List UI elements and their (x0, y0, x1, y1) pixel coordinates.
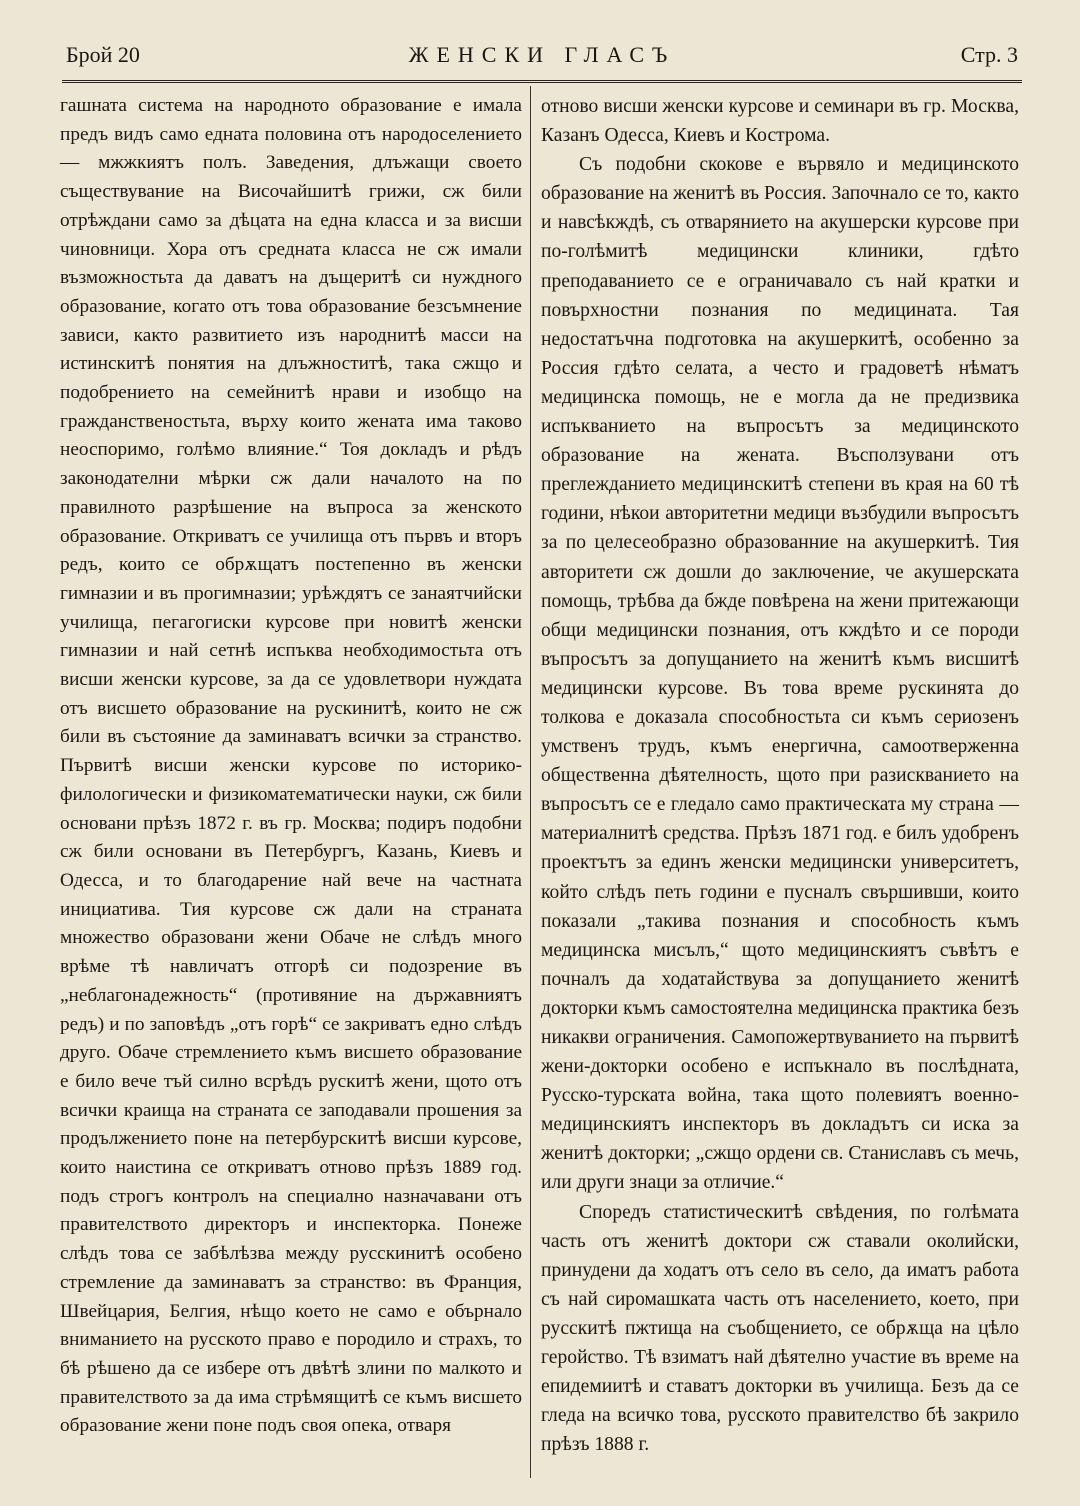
column-divider (530, 86, 531, 1478)
issue-number: Брой 20 (66, 42, 140, 67)
left-paragraph-1: гашната система на народното образование е имала предъ видъ само едната половина отъ народоселението — мжжкиятъ полъ. Заведения, длъжащи своето съществувание на Височайшитѣ грижи, сж били отрѣждани само за дѣцата на една класса и за висши чиновници. Хора отъ средната класса не сж имали възможностьта да даватъ на дъщеритѣ си нуждного образование, когато отъ това образование безсъмнение зависи, както развитието изъ народнитѣ масси на истинскитѣ понятия на длъжноститѣ, така сжщо и подобрението на семейнитѣ нрави и изобщо на гражданственостьта, върху които жената има таково неоспоримо, голѣмо влияние.“ Тоя докладъ и рѣдъ законодателни мѣрки сж дали началото на по правилното разрѣшение на въпроса за женското образование. Откриватъ се училища отъ първъ и вторъ редъ, които се обрѫщатъ постепенно въ женски гимназии и въ прогимназии; урѣждятъ се занаятчийски училища, пегагогиски курсове при новитѣ женски гимназии и най сетнѣ испъква необходимостьта отъ висши женски курсове, за да се удовлетвори нуждата отъ висшето образование на рускинитѣ, които не сж били въ състояние да заминаватъ всички за странство. Първитѣ висши женски курсове по историко-филологически и физикоматематически науки, сж били основани прѣзъ 1872 г. въ гр. Москва; подиръ подобни сж били основани въ Петербургъ, Казань, Киевъ и Одесса, и то благодарение най вече на частната инициатива. Тия курсове сж дали на страната множество образовани жени Обаче не слѣдъ много врѣме тѣ навличатъ отгорѣ си подозрение въ „неблагонадежность“ (противяние на държавниятъ редъ) и по заповѣдъ „отъ горѣ“ се закриватъ едно слѣдъ друго. Обаче стремлението къмъ висшето образование е било вече тъй силно всрѣдъ рускитѣ жени, щото отъ всички краища на страната се заподавали прошения за продължението поне на петербурскитѣ висши курсове, които наистина се откриватъ отново прѣзъ 1889 год. подъ строгъ контролъ на специално назначавани отъ правителството директоръ и инспекторка. Понеже слѣдъ това се забѣлѣзва между русскинитѣ особено стремление да заминаватъ за странство: въ Франция, Швейцария, Белгия, нѣщо което не само е обърнало вниманието на русското право е породило и страхъ, то бѣ рѣшено да се избере отъ двѣтѣ злини по малкото и правителството за да има стрѣмящитѣ се къмъ висшето образование жени поне подъ своя опека, отваря (60, 95, 522, 1437)
page-header (66, 40, 1018, 74)
page-number: Стр. 3 (960, 42, 1018, 67)
header-rule (62, 80, 1022, 83)
right-paragraph-2: Съ подобни скокове е вървяло и медицинското образование на женитѣ въ Россия. Започнало се то, както и навсѣкждѣ, съ отварянието на акушерски курсове при по-голѣмитѣ медицински клиники, гдѣто преподаванието се е ограничавало съ най кратки и повърхностни познания по медицината. Тая недостатъчна подготовка на акушеркитѣ, особенно за Россия гдѣто селата, а често и градоветѣ нѣматъ медицинска помощь, не е могла да не предизвика испъкванието на въпросътъ за медицинското образование на жената. Въсползувани отъ преглежданието медицинскитѣ степени въ края на 60 тѣ години, нѣкои авторитетни медици възбудили въпросътъ за по целесеобразно образованние на акушеркитѣ. Тия авторитети сж дошли до заключение, че акушерската помощь, трѣбва да бжде повѣрена на жени притежающи общи медицински познания, отъ кждѣто и се породи въпросътъ за допущанието на женитѣ къмъ висшитѣ медицински курсове. Въ това време рускинята до толкова е доказала способностьта си къмъ сериозенъ умственъ трудъ, къмъ енергична, самоотверженна общественна дѣятелность, щото при разискванието на въпросътъ се е гледало само практическата му страна — материалнитѣ средства. Прѣзъ 1871 год. е билъ удобренъ проектътъ за единъ женски медицински университетъ, който слѣдъ петь години е пусналъ свършивши, които показали „такива познания и способность къмъ медицинска мисълъ,“ щото медицинскиятъ съвѣтъ е почналъ да ходатайствува за допущанието женитѣ докторки къмъ самостоятелна медицинска практика безъ никакви ограничения. Самопожертвуванието на първитѣ жени-докторки особено е испъкнало въ послѣдната, Русско-турската война, така щото полевиятъ военно-медицинскиятъ инспекторъ въ докладътъ си иска за женитѣ докторки; „сжщо ордени св. Станиславъ съ мечь, или други знаци за отличие.“ (541, 154, 1019, 1194)
right-paragraph-3: Споредъ статистическитѣ свѣдения, по голѣмата часть отъ женитѣ доктори сж ставали околийски, принудени да ходатъ отъ село въ село, да иматъ работа съ най сиромашката часть отъ населението, което, при русскитѣ пжтища на съобщението, се обрѫща на цѣло геройство. Тѣ взиматъ най дѣятелно участие въ време на епидемиитѣ и ставатъ докторки въ училища. Безъ да се гледа на всичко това, русското правителство бѣ закрило прѣзъ 1888 г. (541, 1201, 1019, 1456)
newspaper-title: ЖЕНСКИ ГЛАСЪ (408, 42, 676, 67)
left-column (60, 92, 522, 1441)
right-column (541, 92, 1019, 1459)
right-paragraph-1: отново висши женски курсове и семинари въ гр. Москва, Казанъ Одесса, Киевъ и Кострома. (541, 96, 1019, 147)
